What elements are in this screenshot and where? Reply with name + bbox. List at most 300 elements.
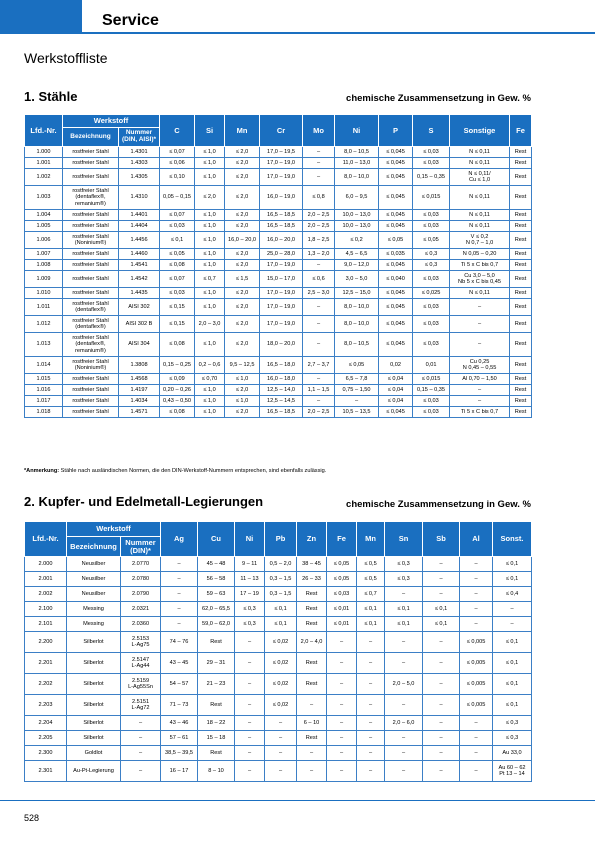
table-cell: – [303, 169, 335, 186]
table-cell: 18 – 22 [198, 716, 235, 731]
table-cell: 2.0780 [121, 572, 161, 587]
table-cell: 17,0 – 19,0 [260, 316, 303, 333]
table-cell: ≤ 0,1 [357, 602, 385, 617]
table-cell: ≤ 0,05 [327, 572, 357, 587]
table-cell: ≤ 0,15 [160, 316, 195, 333]
table-cell: Rest [198, 695, 235, 716]
table-row [25, 374, 532, 385]
table-cell: 1.4305 [119, 169, 160, 186]
header-mn: Mn [225, 115, 260, 147]
table-cell: 1.017 [25, 396, 63, 407]
table-cell: 1.002 [25, 169, 63, 186]
table-cell: 1.4460 [119, 249, 160, 260]
table-cell: – [423, 587, 460, 602]
table-cell: ≤ 0,1 [265, 617, 297, 632]
table-cell: Ti 5 x C bis 0,7 [450, 407, 510, 418]
table-cell: ≤ 2,0 [225, 407, 260, 418]
table-cell: 2.300 [25, 746, 67, 761]
table-cell: ≤ 0,005 [460, 653, 493, 674]
table-cell: rostfreier Stahl [63, 407, 119, 418]
table-cell: ≤ 0,03 [327, 587, 357, 602]
table-cell: rostfreier Stahl [63, 169, 119, 186]
table-cell: 1.4568 [119, 374, 160, 385]
table-cell: ≤ 0,03 [413, 407, 450, 418]
table-cell: – [460, 617, 493, 632]
table-cell: N ≤ 0,11 [450, 221, 510, 232]
table-cell: ≤ 0,7 [195, 271, 225, 288]
table-cell: ≤ 0,1 [493, 572, 532, 587]
table-cell: 29 – 31 [198, 653, 235, 674]
table-row [25, 731, 532, 746]
table-cell: Rest [510, 221, 532, 232]
table-cell: 0,02 [379, 357, 413, 374]
section1-title: 1. Stähle [24, 89, 78, 104]
table-cell: ≤ 0,8 [303, 186, 335, 210]
table-cell: ≤ 0,08 [160, 407, 195, 418]
table-cell: ≤ 1,5 [225, 271, 260, 288]
table-cell: ≤ 0,005 [460, 632, 493, 653]
table-cell: ≤ 0,1 [493, 632, 532, 653]
table-cell: 1.4303 [119, 158, 160, 169]
table-cell: – [161, 587, 198, 602]
table-cell: – [161, 602, 198, 617]
table-cell: ≤ 2,0 [225, 147, 260, 158]
header-c: C [160, 115, 195, 147]
table-cell: 54 – 57 [161, 674, 198, 695]
table-cell: 0,5 – 2,0 [265, 557, 297, 572]
table-cell: 2,7 – 3,7 [303, 357, 335, 374]
header-lfd-nr: Lfd.-Nr. [25, 522, 67, 557]
table-cell: – [357, 632, 385, 653]
table-cell: ≤ 0,04 [379, 396, 413, 407]
table-cell: ≤ 0,3 [385, 572, 423, 587]
header-sn: Sn [385, 522, 423, 557]
table-cell: 2.202 [25, 674, 67, 695]
table-cell: ≤ 1,0 [195, 210, 225, 221]
table-cell: ≤ 0,045 [379, 221, 413, 232]
table-cell: – [450, 333, 510, 357]
table-cell: 0,3 – 1,5 [265, 587, 297, 602]
header-al: Al [460, 522, 493, 557]
table-cell: 1,3 – 2,0 [303, 249, 335, 260]
table-cell: ≤ 0,045 [379, 288, 413, 299]
table-cell: – [357, 761, 385, 782]
table-cell: – [303, 147, 335, 158]
table-cell: 1.007 [25, 249, 63, 260]
header-bezeichnung: Bezeichnung [67, 537, 121, 557]
table-cell: 12,5 – 14,5 [260, 396, 303, 407]
table-cell: 8,0 – 10,0 [335, 316, 379, 333]
table-cell: – [327, 653, 357, 674]
header-nummer: Nummer (DIN, AISI)* [119, 128, 160, 147]
table-cell: ≤ 0,05 [379, 232, 413, 249]
table-cell: N ≤ 0,11 [450, 158, 510, 169]
table-cell: 9 – 11 [235, 557, 265, 572]
table-cell: 0,20 – 0,26 [160, 385, 195, 396]
table-cell: ≤ 0,1 [423, 617, 460, 632]
table-cell: – [235, 731, 265, 746]
table-cell: ≤ 0,045 [379, 333, 413, 357]
table-cell: – [327, 731, 357, 746]
table-cell: ≤ 0,1 [423, 602, 460, 617]
table-cell: 1.018 [25, 407, 63, 418]
table-row [25, 333, 532, 357]
footnote [24, 468, 326, 474]
table-cell: rostfreier Stahl [63, 147, 119, 158]
table-cell: rostfreier Stahl [63, 385, 119, 396]
table-cell: 10,0 – 13,0 [335, 210, 379, 221]
table-cell: Rest [510, 333, 532, 357]
table-cell: N ≤ 0,11 [450, 147, 510, 158]
table-cell: Rest [297, 617, 327, 632]
table-row [25, 385, 532, 396]
table-cell: Rest [297, 674, 327, 695]
table-cell: 12,5 – 14,0 [260, 385, 303, 396]
table-cell: rostfreier Stahl [63, 210, 119, 221]
table-cell: 15 – 18 [198, 731, 235, 746]
table-cell: 17,0 – 19,0 [260, 288, 303, 299]
table-cell: rostfreier Stahl [63, 260, 119, 271]
table-cell: Rest [510, 357, 532, 374]
table-cell: 10,0 – 13,0 [335, 221, 379, 232]
table-cell: N ≤ 0,11 [450, 288, 510, 299]
table-cell: – [297, 761, 327, 782]
table-cell: Neusilber [67, 587, 121, 602]
table-cell: 16,5 – 18,5 [260, 221, 303, 232]
table-row [25, 169, 532, 186]
table-cell: Silberlot [67, 716, 121, 731]
table-cell: ≤ 0,10 [160, 169, 195, 186]
header-cr: Cr [260, 115, 303, 147]
table-cell: – [303, 396, 335, 407]
table-cell: ≤ 0,5 [357, 572, 385, 587]
table-cell: ≤ 0,03 [413, 316, 450, 333]
table-cell: 17 – 19 [235, 587, 265, 602]
header-rule [0, 32, 595, 34]
table-cell: ≤ 0,1 [265, 602, 297, 617]
table-cell: 2.001 [25, 572, 67, 587]
table-cell: 1.008 [25, 260, 63, 271]
table-cell: V ≤ 0,2 N 0,7 – 1,0 [450, 232, 510, 249]
table-cell: 16,0 – 20,0 [260, 232, 303, 249]
table-cell: ≤ 0,005 [460, 695, 493, 716]
table-cell: Rest [510, 407, 532, 418]
table-cell: 12,5 – 15,0 [335, 288, 379, 299]
table-cell: ≤ 2,0 [225, 299, 260, 316]
table-cell: – [297, 695, 327, 716]
table-cell: ≤ 0,025 [413, 288, 450, 299]
table-cell: 2.0360 [121, 617, 161, 632]
table-cell: 1.009 [25, 271, 63, 288]
table-cell: 0,15 – 0,35 [413, 169, 450, 186]
table-cell: 2.204 [25, 716, 67, 731]
table-cell: Rest [297, 587, 327, 602]
table-cell: ≤ 0,005 [460, 674, 493, 695]
table-row [25, 210, 532, 221]
table-cell: – [121, 761, 161, 782]
table-cell: ≤ 0,03 [160, 288, 195, 299]
table-row [25, 249, 532, 260]
table-cell: rostfreier Stahl [63, 249, 119, 260]
table-cell: 2.205 [25, 731, 67, 746]
header-lfd-nr: Lfd.-Nr. [25, 115, 63, 147]
table-cell: 1.4197 [119, 385, 160, 396]
table-cell: ≤ 1,0 [195, 288, 225, 299]
table-cell: N 0,05 – 0,20 [450, 249, 510, 260]
table-cell: 0,05 – 0,15 [160, 186, 195, 210]
table-cell: 18,0 – 20,0 [260, 333, 303, 357]
table-cell: 1.4542 [119, 271, 160, 288]
table-cell: ≤ 0,3 [385, 557, 423, 572]
table-cell: Goldlot [67, 746, 121, 761]
table-cell: ≤ 0,1 [493, 695, 532, 716]
table-cell: Rest [510, 385, 532, 396]
table-cell: 8,0 – 10,0 [335, 169, 379, 186]
table-cell: – [357, 653, 385, 674]
table-cell: – [423, 572, 460, 587]
header-p: P [379, 115, 413, 147]
table-cell: ≤ 1,0 [195, 147, 225, 158]
header-ni: Ni [335, 115, 379, 147]
table-cell: – [385, 761, 423, 782]
table-cell: ≤ 0,06 [160, 158, 195, 169]
table-cell: 17,0 – 19,5 [260, 147, 303, 158]
table-cell: 16 – 17 [161, 761, 198, 782]
table-cell: ≤ 0,1 [160, 232, 195, 249]
table-cell: – [235, 746, 265, 761]
table-cell: 1.013 [25, 333, 63, 357]
table-cell: N ≤ 0,11 [450, 210, 510, 221]
table-cell: 43 – 46 [161, 716, 198, 731]
table-cell: ≤ 1,0 [195, 407, 225, 418]
table-row [25, 557, 532, 572]
table-cell: – [327, 632, 357, 653]
table-cell: ≤ 0,1 [493, 557, 532, 572]
header-ag: Ag [161, 522, 198, 557]
table-cell: ≤ 2,0 [225, 210, 260, 221]
table-cell: – [460, 716, 493, 731]
table-cell: – [385, 746, 423, 761]
table-cell: – [450, 299, 510, 316]
table-cell: Rest [198, 632, 235, 653]
table-cell: ≤ 1,0 [195, 249, 225, 260]
table-cell: ≤ 0,045 [379, 186, 413, 210]
table-cell: ≤ 2,0 [225, 169, 260, 186]
table-cell: 1.003 [25, 186, 63, 210]
table-cell: ≤ 0,01 [327, 602, 357, 617]
table-cell: Au 33,0 [493, 746, 532, 761]
table-cell: 2.200 [25, 632, 67, 653]
table-cell: – [423, 653, 460, 674]
table-cell: 1.4404 [119, 221, 160, 232]
footer-rule [0, 800, 595, 801]
header-sonstige: Sonstige [450, 115, 510, 147]
header-title: Service [102, 12, 159, 29]
table-cell: 0,3 – 1,5 [265, 572, 297, 587]
section1-subtitle: chemische Zusammensetzung in Gew. % [346, 93, 531, 104]
table-row [25, 147, 532, 158]
table-cell: Rest [510, 232, 532, 249]
header-bezeichnung: Bezeichnung [63, 128, 119, 147]
table-cell: 2.5153 L-Ag75 [121, 632, 161, 653]
section2-subtitle: chemische Zusammensetzung in Gew. % [346, 499, 531, 510]
table-cell: – [450, 385, 510, 396]
table-cell: 21 – 23 [198, 674, 235, 695]
table-cell: 2,5 – 3,0 [303, 288, 335, 299]
table-cell: 8,0 – 10,0 [335, 299, 379, 316]
table-cell: ≤ 2,0 [225, 249, 260, 260]
table-cell: ≤ 0,03 [413, 147, 450, 158]
table-cell: ≤ 0,08 [160, 333, 195, 357]
table-row [25, 716, 532, 731]
table-cell: Rest [297, 602, 327, 617]
table-cell: 1,1 – 1,5 [303, 385, 335, 396]
table-cell: 8,0 – 10,5 [335, 147, 379, 158]
table-cell: – [235, 761, 265, 782]
table-cell: Neusilber [67, 572, 121, 587]
table-cell: – [460, 572, 493, 587]
table-cell: – [385, 587, 423, 602]
table-cell: – [450, 316, 510, 333]
table-cell: – [265, 731, 297, 746]
table-cell: 1.011 [25, 299, 63, 316]
table-cell: 0,01 [413, 357, 450, 374]
table-cell: 3,0 – 5,0 [335, 271, 379, 288]
table-cell: Rest [510, 299, 532, 316]
table-row [25, 602, 532, 617]
table-cell: – [327, 695, 357, 716]
table-cell: ≤ 0,04 [379, 385, 413, 396]
table-row [25, 221, 532, 232]
table-cell: Cu 3,0 – 5,0 Nb 5 x C bis 0,45 [450, 271, 510, 288]
table-cell: rostfreier Stahl (Noninium®) [63, 357, 119, 374]
header-ni: Ni [235, 522, 265, 557]
table-cell: – [161, 557, 198, 572]
table-cell: – [161, 572, 198, 587]
table-cell: 2.100 [25, 602, 67, 617]
table-cell: 2.5151 L-Ag72 [121, 695, 161, 716]
table-cell: 1.012 [25, 316, 63, 333]
table-cell: ≤ 1,0 [225, 374, 260, 385]
footnote-label: *Anmerkung: [24, 468, 60, 474]
table-cell: Rest [510, 316, 532, 333]
table-cell: 16,5 – 18,5 [260, 210, 303, 221]
table-cell: ≤ 0,1 [357, 617, 385, 632]
table-cell: 25,0 – 28,0 [260, 249, 303, 260]
table-cell: ≤ 0,03 [413, 221, 450, 232]
table-row [25, 653, 532, 674]
table-row [25, 674, 532, 695]
table-cell: – [303, 374, 335, 385]
table-cell: – [460, 746, 493, 761]
table-cell: 2.0790 [121, 587, 161, 602]
table-cell: – [423, 746, 460, 761]
table-cell: – [423, 557, 460, 572]
section2-title: 2. Kupfer- und Edelmetall-Legierungen [24, 494, 264, 509]
table-cell: rostfreier Stahl [63, 221, 119, 232]
table-cell: ≤ 1,0 [195, 333, 225, 357]
table-cell: ≤ 1,0 [195, 232, 225, 249]
table-cell: Rest [198, 746, 235, 761]
header-fe: Fe [510, 115, 532, 147]
table-row [25, 316, 532, 333]
table-cell: ≤ 0,045 [379, 260, 413, 271]
table-cell: ≤ 0,045 [379, 407, 413, 418]
table-cell: ≤ 0,08 [160, 260, 195, 271]
table-cell: ≤ 1,0 [195, 385, 225, 396]
table-cell: 11,0 – 13,0 [335, 158, 379, 169]
table-cell: 2.203 [25, 695, 67, 716]
table-cell: 11 – 13 [235, 572, 265, 587]
table-cell: ≤ 0,1 [493, 653, 532, 674]
table-cell: – [423, 632, 460, 653]
table-cell: – [327, 746, 357, 761]
table-cell: – [303, 333, 335, 357]
table-cell: – [460, 731, 493, 746]
table-cell: 38,5 – 39,5 [161, 746, 198, 761]
table-cell: – [385, 653, 423, 674]
table-cell: – [423, 674, 460, 695]
table-cell: 1.001 [25, 158, 63, 169]
table-cell: ≤ 0,02 [265, 653, 297, 674]
table-cell: 1.4571 [119, 407, 160, 418]
table-row [25, 632, 532, 653]
table-cell: ≤ 0,70 [195, 374, 225, 385]
table-cell: ≤ 0,02 [265, 632, 297, 653]
table-cell: 17,0 – 19,0 [260, 169, 303, 186]
table-cell: – [235, 653, 265, 674]
table-cell: Cu 0,25 N 0,45 – 0,55 [450, 357, 510, 374]
table-cell: ≤ 0,045 [379, 210, 413, 221]
table-cell: 1,8 – 2,5 [303, 232, 335, 249]
table-cell: 1.4541 [119, 260, 160, 271]
table-cell: 16,5 – 18,0 [260, 357, 303, 374]
table-cell: – [385, 695, 423, 716]
table-cell: 16,0 – 20,0 [225, 232, 260, 249]
table-cell: – [265, 761, 297, 782]
table-cell: Rest [510, 210, 532, 221]
table-cell: 1.015 [25, 374, 63, 385]
table-cell: 2.301 [25, 761, 67, 782]
table-cell: Rest [510, 169, 532, 186]
table-cell: ≤ 0,3 [493, 731, 532, 746]
table-cell: ≤ 0,03 [413, 396, 450, 407]
table-cell: 2,0 – 2,5 [303, 210, 335, 221]
table-cell: – [357, 746, 385, 761]
header-s: S [413, 115, 450, 147]
table-cell: 10,5 – 13,5 [335, 407, 379, 418]
table-cell: – [423, 716, 460, 731]
table-row [25, 695, 532, 716]
table-cell: – [303, 158, 335, 169]
table-cell: 2.5159 L-Ag55Sn [121, 674, 161, 695]
table-cell: rostfreier Stahl [63, 374, 119, 385]
table-cell: ≤ 1,0 [195, 396, 225, 407]
header-werkstoff: Werkstoff [67, 522, 161, 537]
table-cell: 0,43 – 0,50 [160, 396, 195, 407]
table-cell: ≤ 0,02 [265, 695, 297, 716]
table-cell: – [335, 396, 379, 407]
table-cell: Au-Pt-Legierung [67, 761, 121, 782]
table-cell: ≤ 1,0 [195, 299, 225, 316]
table-cell: 43 – 45 [161, 653, 198, 674]
table-cell: ≤ 0,03 [413, 210, 450, 221]
table-cell: 1.004 [25, 210, 63, 221]
table-cell: – [121, 731, 161, 746]
table-cell: Silberlot [67, 731, 121, 746]
table-cell: ≤ 0,05 [327, 557, 357, 572]
table-cell: rostfreier Stahl [63, 288, 119, 299]
